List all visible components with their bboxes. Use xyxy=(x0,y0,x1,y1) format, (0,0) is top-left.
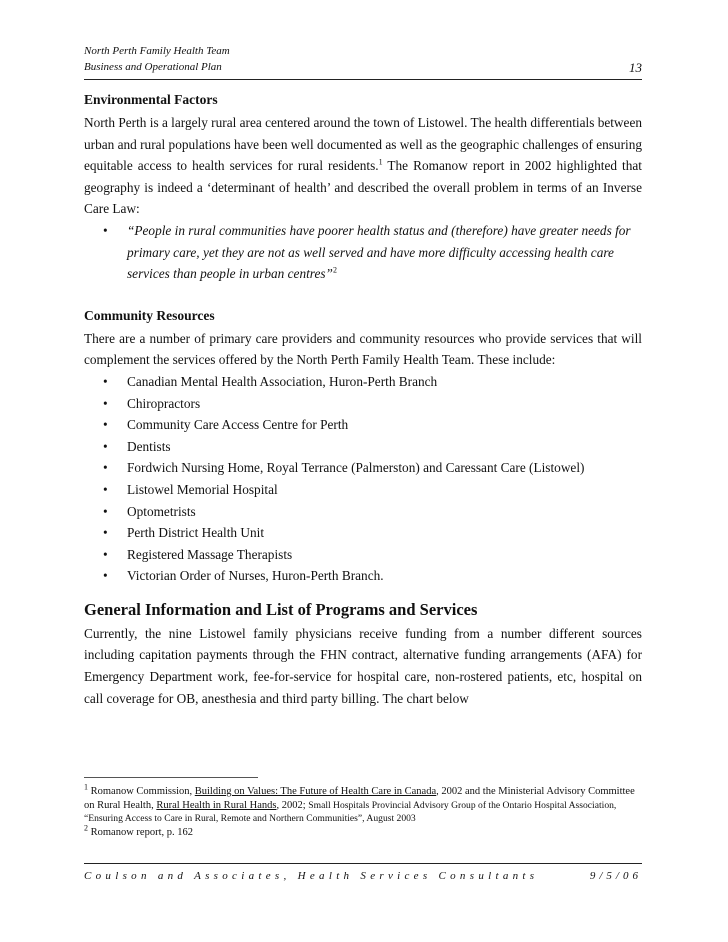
environmental-paragraph: North Perth is a largely rural area centered around the town of Listowel. The health differentials between urban and rural populations have been well documented as well as the geographic challenges of ensuring equitable access to health services for rural residents.$^1$ The Romanow report in 2002 highlighted that geography is indeed a ‘determinant of health’ and described the overall problem in terms of an Inverse Care Law: xyxy=(84,115,642,217)
list-item: • Registered Massage Therapists xyxy=(84,544,642,566)
list-item: • Fordwich Nursing Home, Royal Terrance (Palmerston) and Caressant Care (Listowel) xyxy=(84,457,642,479)
bullet-icon: • xyxy=(103,438,108,454)
footnotes xyxy=(84,782,644,839)
bullet-icon: • xyxy=(103,525,108,541)
page-body xyxy=(84,90,642,709)
section-heading-general: General Information and List of Programs and Services xyxy=(84,599,478,619)
footer-consultants: Coulson and Associates, Health Services Consultants xyxy=(84,870,539,882)
header-rule xyxy=(84,79,642,80)
quote-item: • “People in rural communities have poorer health status and (therefore) have greater needs for primary care, yet they are not as well served and have more difficulty accessing health care services than people in urban centres”$^2$ xyxy=(84,220,642,285)
community-paragraph: There are a number of primary care providers and community resources who provide services that will complement the services offered by the North Perth Family Health Team. These include: xyxy=(84,330,642,368)
quote-list xyxy=(84,220,642,285)
bullet-icon: • xyxy=(103,460,108,476)
header-doc-title: Business and Operational Plan xyxy=(84,61,222,73)
list-item: • Chiropractors xyxy=(84,393,642,415)
footnote-ref-1: 1 xyxy=(378,157,383,167)
bullet-icon: • xyxy=(103,568,108,584)
community-resources-list xyxy=(84,371,642,587)
bullet-icon: • xyxy=(103,546,108,562)
section-heading-community: Community Resources xyxy=(84,307,215,323)
bullet-icon: • xyxy=(103,395,108,411)
list-item: • Dentists xyxy=(84,436,642,458)
footer xyxy=(84,870,642,882)
footer-date: 9/5/06 xyxy=(589,870,642,882)
footnote-ref-2: 2 xyxy=(332,265,337,275)
list-item: • Victorian Order of Nurses, Huron-Perth Branch. xyxy=(84,565,642,587)
bullet-icon: • xyxy=(103,503,108,519)
bullet-icon: • xyxy=(103,222,108,238)
footnote-rule xyxy=(84,777,258,778)
header-org: North Perth Family Health Team xyxy=(84,45,230,57)
footnote-2: $^2$ Romanow report, p. 162 xyxy=(84,823,193,838)
list-item: • Listowel Memorial Hospital xyxy=(84,479,642,501)
bullet-icon: • xyxy=(103,481,108,497)
list-item: • Canadian Mental Health Association, Huron-Perth Branch xyxy=(84,371,642,393)
footnote-1: $^1$ Romanow Commission, Building on Values: The Future of Health Care in Canada, 2002 and the Ministerial Advisory Committee on Rural Health, Rural Health in Rural Hands, 2002; Small Hospitals Provincial Advisory Group of the Ontario Hospital Association, “Ensuring Access to Care in Rural, Remote and Northern Communities”, August 2003 xyxy=(84,782,635,824)
list-item: • Optometrists xyxy=(84,501,642,523)
page-number: 13 xyxy=(629,60,642,75)
section-heading-environmental: Environmental Factors xyxy=(84,92,218,107)
general-paragraph: Currently, the nine Listowel family physicians receive funding from a number different sources including capitation payments through the FHN contract, alternative funding arrangements (AFA) for Emergency Department work, fee-for-service for hospital care, non-rostered patients, etc, hospital on call coverage for OB, anesthesia and third party billing. The chart below xyxy=(84,625,642,706)
bullet-icon: • xyxy=(103,373,108,389)
list-item: • Community Care Access Centre for Perth xyxy=(84,414,642,436)
bullet-icon: • xyxy=(103,417,108,433)
footer-rule xyxy=(84,863,642,864)
list-item: • Perth District Health Unit xyxy=(84,522,642,544)
